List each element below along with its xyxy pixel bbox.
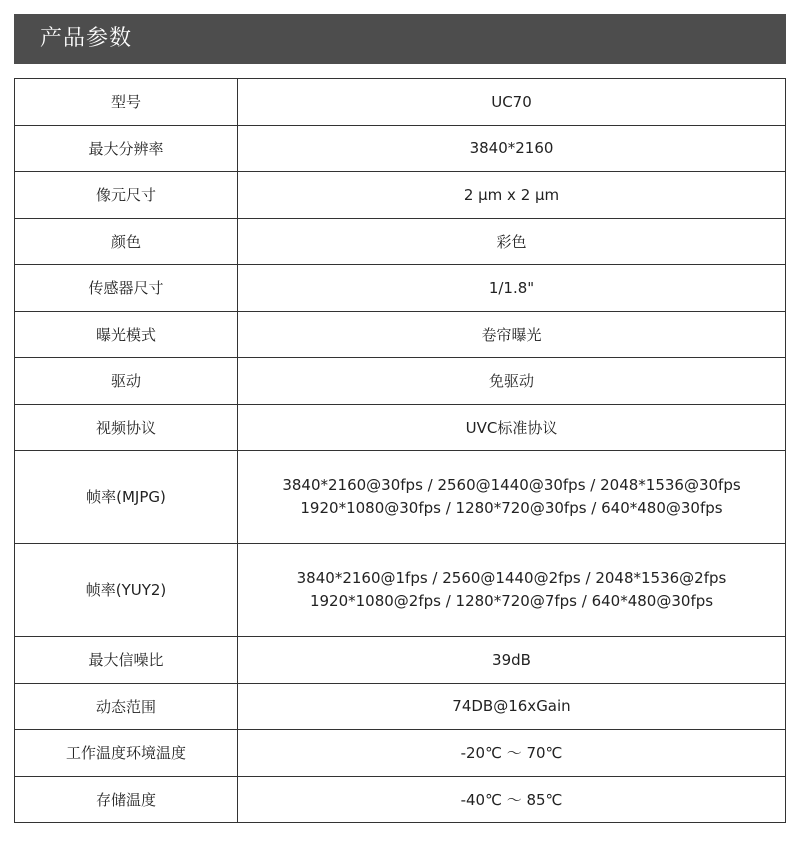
spec-table <box>14 78 786 823</box>
spec-label: 像元尺寸 <box>15 172 238 219</box>
spec-value: 3840*2160 <box>238 125 786 172</box>
table-row <box>15 79 786 126</box>
spec-value-line: 1920*1080@2fps / 1280*720@7fps / 640*480@30fps <box>309 592 714 610</box>
spec-value: 彩色 <box>238 218 786 265</box>
section-title: 产品参数 <box>40 26 133 51</box>
table-row <box>15 172 786 219</box>
spec-label: 存储温度 <box>15 776 238 823</box>
spec-value-line: 3840*2160@1fps / 2560@1440@2fps / 2048*1536@2fps <box>296 569 727 587</box>
table-row <box>15 358 786 405</box>
spec-label: 型号 <box>15 79 238 126</box>
spec-label: 曝光模式 <box>15 311 238 358</box>
spec-value <box>238 544 786 637</box>
spec-value: 39dB <box>238 637 786 684</box>
table-row <box>15 776 786 823</box>
spec-label: 动态范围 <box>15 683 238 730</box>
spec-label: 最大信噪比 <box>15 637 238 684</box>
table-row <box>15 683 786 730</box>
table-row <box>15 265 786 312</box>
spec-label: 最大分辨率 <box>15 125 238 172</box>
spec-value-line: 1920*1080@30fps / 1280*720@30fps / 640*480@30fps <box>300 499 723 517</box>
table-row <box>15 637 786 684</box>
table-row <box>15 404 786 451</box>
spec-label: 帧率(YUY2) <box>15 544 238 637</box>
spec-value: -40℃ ～ 85℃ <box>238 776 786 823</box>
spec-value-line: 3840*2160@30fps / 2560@1440@30fps / 2048*1536@30fps <box>282 476 741 494</box>
spec-label: 传感器尺寸 <box>15 265 238 312</box>
spec-label: 工作温度环境温度 <box>15 730 238 777</box>
table-row <box>15 451 786 544</box>
table-row <box>15 544 786 637</box>
spec-value: UC70 <box>238 79 786 126</box>
spec-value: UVC标准协议 <box>238 404 786 451</box>
table-row <box>15 218 786 265</box>
spec-value: 74DB@16xGain <box>238 683 786 730</box>
table-row <box>15 730 786 777</box>
spec-value <box>238 451 786 544</box>
spec-label: 帧率(MJPG) <box>15 451 238 544</box>
spec-label: 驱动 <box>15 358 238 405</box>
spec-value: 1/1.8" <box>238 265 786 312</box>
section-header <box>14 14 786 64</box>
spec-value: 2 μm x 2 μm <box>238 172 786 219</box>
spec-label: 颜色 <box>15 218 238 265</box>
table-row <box>15 125 786 172</box>
table-row <box>15 311 786 358</box>
spec-value: 免驱动 <box>238 358 786 405</box>
spec-label: 视频协议 <box>15 404 238 451</box>
spec-value: 卷帘曝光 <box>238 311 786 358</box>
spec-value: -20℃ ～ 70℃ <box>238 730 786 777</box>
